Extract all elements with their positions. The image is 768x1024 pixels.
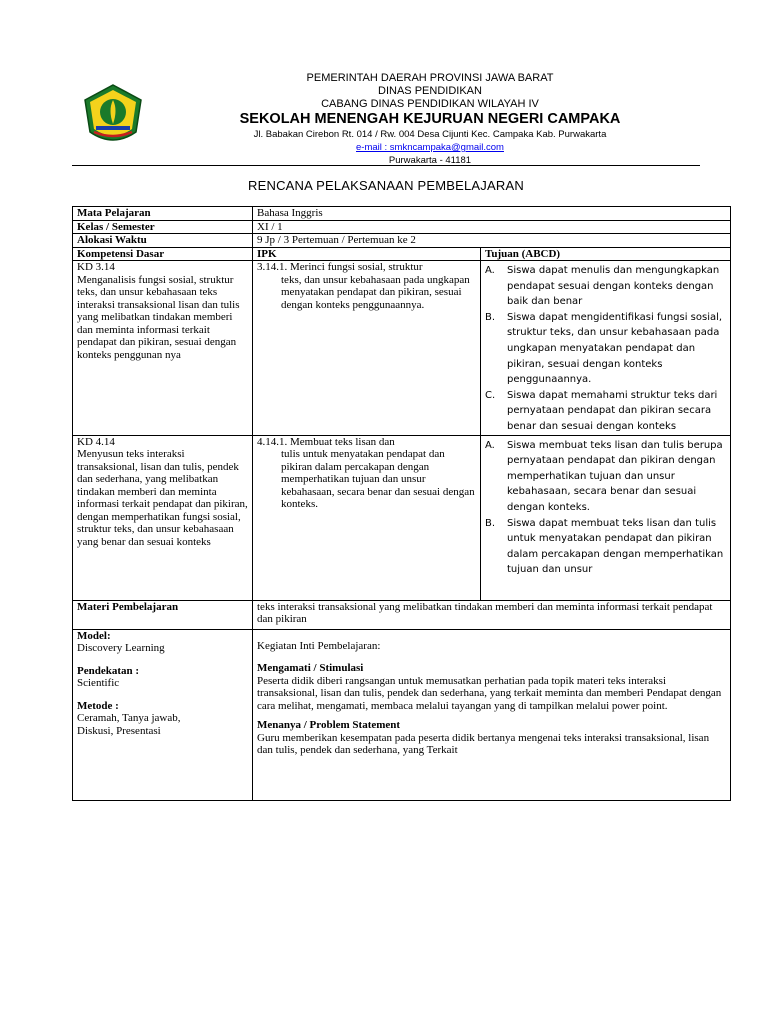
kd-code: KD 3.14 [77,261,115,273]
model-label: Model: [77,629,111,642]
tujuan-list [485,263,726,435]
header-line-1: PEMERINTAH DAERAH PROVINSI JAWA BARAT [306,72,554,84]
column-header-tujuan: Tujuan (ABCD) [481,247,731,261]
table-row [73,207,731,221]
step-2-text: Guru memberikan kesempatan pada peserta didik bertanya mengenai teks interaksi transaksional, lisan dan tulis, pendek dan sederhana, yang Terkait [257,731,710,757]
document-title: RENCANA PELAKSANAAN PEMBELAJARAN [248,178,524,193]
list-item: B. Siswa dapat mengidentifikasi fungsi sosial, struktur teks, dan unsur kebahasaan pada ungkapan menyatakan pendapat dan pikiran, sesuai dengan konteks penggunaannya. [485,311,723,386]
materi-label: Materi Pembelajaran [73,600,253,629]
header-line-3: CABANG DINAS PENDIDIKAN WILAYAH IV [321,98,539,110]
school-email-link[interactable]: e-mail : smkncampaka@gmail.com [356,142,504,153]
list-item: B. Siswa dapat membuat teks lisan dan tulis untuk menyatakan pendapat dan pikiran dalam percakapan dengan memperhatikan tujuan dan unsur [485,517,724,576]
tujuan-cell [481,261,731,436]
kd-cell [73,261,253,436]
mapel-value: Bahasa Inggris [253,207,731,221]
kd-text: Menyusun teks interaksi transaksional, lisan dan tulis, pendek dan sederhana, yang melibatkan tindakan memberi dan meminta informasi terkait pendapat dan pikiran, dengan memperhatikan fungsi sosial, struktur teks, dan unsur kebahasaan yang benar dan sesuai konteks [77,448,248,548]
column-header-ipk: IPK [253,247,481,261]
list-item: C. Siswa dapat memahami struktur teks dari pernyataan pendapat dan pikiran secara benar dan sesuai dengan konteks [485,389,718,432]
list-item: A. Siswa dapat menulis dan mengungkapkan pendapat sesuai dengan konteks dengan baik dan benar [485,265,720,308]
table-header-row [73,247,731,261]
ipk-number: 3.14.1. Merinci fungsi sosial, struktur [257,261,423,273]
pendekatan-label: Pendekatan : [77,664,140,677]
table-row [73,220,731,234]
school-address: Jl. Babakan Cirebon Rt. 014 / Rw. 004 Desa Cijunti Kec. Campaka Kab. Purwakarta [253,129,607,140]
kelas-label: Kelas / Semester [73,220,253,234]
ipk-text: tulis untuk menyatakan pendapat dan pikiran dalam percakapan dengan memperhatikan tujuan dan unsur kebahasaan, secara benar dan sesuai dengan konteks. [281,448,475,511]
table-row [73,435,731,600]
table-row [73,629,731,800]
mapel-label: Mata Pelajaran [73,207,253,221]
kelas-value: XI / 1 [253,220,731,234]
method-cell [73,629,253,800]
header-divider [72,165,700,166]
kd-code: KD 4.14 [77,435,115,448]
kd-text: Menganalisis fungsi sosial, struktur teks, dan unsur kebahasaan teks interaksi transaksional lisan dan tulis yang melibatkan tindakan memberi dan meminta informasi terkait pendapat dan pikiran, sesuai dengan konteks penggunan nya [77,273,240,361]
table-row [73,600,731,629]
activities-intro: Kegiatan Inti Pembelajaran: [257,639,381,652]
table-row [73,261,731,436]
metode-label: Metode : [77,699,119,712]
pendekatan-value: Scientific [77,677,120,690]
kd-cell [73,435,253,600]
ipk-cell [253,435,481,600]
step-2-title: Menanya / Problem Statement [257,719,401,732]
materi-text: teks interaksi transaksional yang melibatkan tindakan memberi dan meminta informasi terkait pendapat dan pikiran [253,600,731,629]
model-value: Discovery Learning [77,642,165,655]
letterhead [0,0,768,170]
header-line-2: DINAS PENDIDIKAN [378,85,482,97]
metode-value-1: Ceramah, Tanya jawab, [77,712,181,725]
step-1-title: Mengamati / Stimulasi [257,662,364,675]
alokasi-value: 9 Jp / 3 Pertemuan / Pertemuan ke 2 [253,234,731,248]
school-name: SEKOLAH MENENGAH KEJURUAN NEGERI CAMPAKA [239,111,621,127]
step-1-text: Peserta didik diberi rangsangan untuk memusatkan perhatian pada topik materi teks interaksi transaksional, lisan dan tulis, pendek dan sederhana, yang terkait meminta dan memberi Pendapat dengan cara melihat, mengamati, membaca melalui tayangan yang di tampilkan melalui power point. [257,674,722,712]
school-city: Purwakarta - 41181 [388,155,472,166]
list-item: A. Siswa membuat teks lisan dan tulis berupa pernyataan pendapat dan pikiran dengan memperhatikan tujuan dan unsur kebahasaan, secara benar dan sesuai dengan konteks. [485,439,723,513]
column-header-kd: Kompetensi Dasar [73,247,253,261]
ipk-number: 4.14.1. Membuat teks lisan dan [257,435,395,448]
ipk-cell [253,261,481,436]
table-row [73,234,731,248]
lesson-plan-table [72,206,731,801]
ipk-text: teks, dan unsur kebahasaan pada ungkapan menyatakan pendapat dan pikiran, sesuai dengan konteks penggunaannya. [281,273,470,311]
metode-value-2: Diskusi, Presentasi [77,724,161,737]
tujuan-cell [481,435,731,600]
activities-cell [253,629,731,800]
west-java-emblem-icon [80,82,146,148]
tujuan-list [485,438,726,578]
alokasi-label: Alokasi Waktu [73,234,253,248]
